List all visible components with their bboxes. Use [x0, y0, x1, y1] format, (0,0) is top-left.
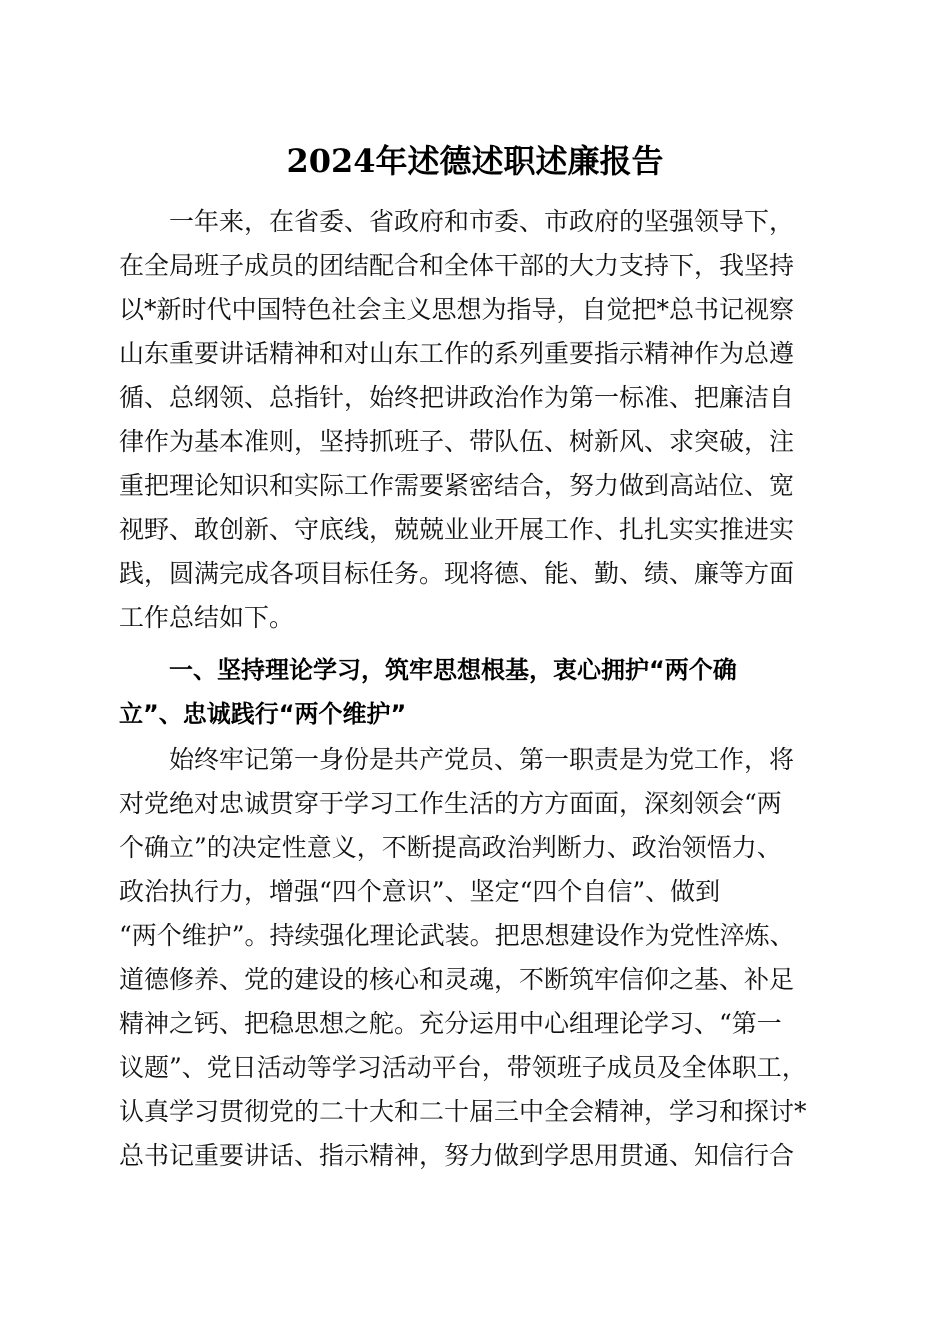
text-line: 始终牢记第一身份是共产党员、第一职责是为党工作，将	[169, 745, 795, 774]
text-line: 一年来，在省委、省政府和市委、市政府的坚强领导下，	[169, 207, 795, 236]
document-title: 2024年述德述职述廉报告	[286, 142, 664, 180]
text-line: “两个维护”。持续强化理论武装。把思想建设作为党性淬炼、	[119, 921, 795, 950]
section-heading-line: 立”、忠诚践行“两个维护”	[119, 700, 407, 728]
intro-paragraph	[119, 200, 839, 640]
text-line: 律作为基本准则，坚持抓班子、带队伍、树新风、求突破，注	[119, 427, 795, 456]
text-line: 重把理论知识和实际工作需要紧密结合，努力做到高站位、宽	[119, 471, 795, 500]
text-line: 个确立”的决定性意义，不断提高政治判断力、政治领悟力、	[119, 833, 782, 862]
text-line: 道德修养、党的建设的核心和灵魂，不断筑牢信仰之基、补足	[119, 965, 795, 994]
text-line: 精神之钙、把稳思想之舵。充分运用中心组理论学习、“第一	[119, 1009, 782, 1038]
text-line: 以*新时代中国特色社会主义思想为指导，自觉把*总书记视察	[119, 295, 795, 324]
text-line: 视野、敢创新、守底线，兢兢业业开展工作、扎扎实实推进实	[119, 515, 795, 544]
text-line: 政治执行力，增强“四个意识”、坚定“四个自信”、做到	[119, 877, 721, 906]
text-line: 认真学习贯彻党的二十大和二十届三中全会精神，学习和探讨*	[119, 1097, 807, 1126]
text-line: 践，圆满完成各项目标任务。现将德、能、勤、绩、廉等方面	[119, 559, 795, 588]
text-line: 议题”、党日活动等学习活动平台，带领班子成员及全体职工，	[119, 1053, 807, 1082]
text-line: 总书记重要讲话、指示精神，努力做到学思用贯通、知信行合	[119, 1141, 795, 1170]
text-line: 山东重要讲话精神和对山东工作的系列重要指示精神作为总遵	[119, 339, 795, 368]
section-heading-line: 一、坚持理论学习，筑牢思想根基，衷心拥护“两个确	[169, 656, 737, 684]
text-line: 在全局班子成员的团结配合和全体干部的大力支持下，我坚持	[119, 251, 795, 280]
section-heading	[119, 648, 839, 736]
text-line: 工作总结如下。	[119, 603, 295, 632]
text-line: 循、总纲领、总指针，始终把讲政治作为第一标准、把廉洁自	[119, 383, 795, 412]
section-paragraph	[119, 738, 839, 1178]
text-line: 对党绝对忠诚贯穿于学习工作生活的方方面面，深刻领会“两	[119, 789, 782, 818]
